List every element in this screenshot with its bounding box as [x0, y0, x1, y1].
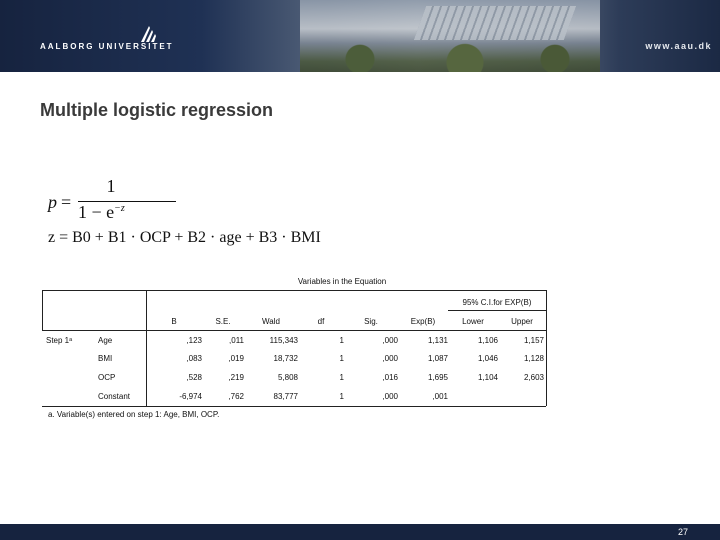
col-header-df: df: [317, 317, 325, 326]
cell-constant-sig: ,000: [382, 392, 398, 401]
cell-ocp-b: ,528: [186, 373, 202, 382]
page-number: 27: [677, 527, 688, 537]
right-border: [546, 290, 547, 406]
row-label-bmi: BMI: [98, 354, 113, 363]
cell-ocp-lower: 1,104: [477, 373, 498, 382]
cell-age-sig: ,000: [382, 336, 398, 345]
university-name: AALBORG UNIVERSITET: [40, 42, 174, 51]
row-label-age: Age: [98, 336, 113, 345]
cell-constant-wald: 83,777: [273, 392, 298, 401]
cell-ocp-se: ,219: [228, 373, 244, 382]
table-top-border: [42, 290, 546, 291]
header-banner: [0, 0, 720, 72]
ci-header: 95% C.I.for EXP(B): [462, 298, 532, 307]
ci-header-underline: [448, 310, 546, 311]
cell-age-lower: 1,106: [477, 336, 498, 345]
col-header-upper: Upper: [511, 317, 533, 326]
step-label: Step 1ᵃ: [46, 336, 73, 345]
col-header-wald: Wald: [262, 317, 280, 326]
cell-age-se: ,011: [229, 336, 244, 345]
campus-photo-roof: [414, 6, 576, 40]
stub-separator: [146, 290, 147, 406]
formula-equals: =: [61, 192, 72, 212]
formula-denominator-base: 1 − e: [78, 202, 115, 222]
cell-age-expb: 1,131: [427, 336, 448, 345]
footer-bar: [0, 524, 720, 540]
col-header-sig: Sig.: [364, 317, 378, 326]
row-label-ocp: OCP: [98, 373, 116, 382]
cell-constant-df: 1: [339, 392, 344, 401]
cell-ocp-wald: 5,808: [277, 373, 298, 382]
cell-bmi-df: 1: [339, 354, 344, 363]
cell-bmi-b: ,083: [186, 354, 202, 363]
table-bottom-border: [42, 406, 546, 407]
cell-ocp-sig: ,016: [382, 373, 398, 382]
col-header-se: S.E.: [215, 317, 231, 326]
cell-constant-expb: ,001: [432, 392, 448, 401]
formula-p: p: [48, 192, 57, 212]
header-bottom-border: [42, 330, 546, 331]
cell-age-df: 1: [339, 336, 344, 345]
col-header-b: B: [171, 317, 177, 326]
cell-bmi-expb: 1,087: [427, 354, 448, 363]
cell-ocp-upper: 2,603: [523, 373, 544, 382]
linear-predictor-formula: z = B0 + B1 · OCP + B2 · age + B3 · BMI: [48, 229, 321, 246]
cell-bmi-sig: ,000: [382, 354, 398, 363]
cell-bmi-lower: 1,046: [477, 354, 498, 363]
formula-denominator: [78, 202, 178, 223]
probability-formula: [48, 176, 168, 226]
cell-age-b: ,123: [186, 336, 202, 345]
campus-photo-trees: [300, 40, 600, 72]
cell-constant-se: ,762: [228, 392, 244, 401]
cell-age-upper: 1,157: [523, 336, 544, 345]
cell-bmi-upper: 1,128: [523, 354, 544, 363]
col-header-expb: Exp(B): [410, 317, 436, 326]
cell-bmi-wald: 18,732: [273, 354, 298, 363]
cell-ocp-expb: 1,695: [427, 373, 448, 382]
cell-constant-b: -6,974: [179, 392, 202, 401]
aau-logo-icon: [138, 24, 160, 44]
cell-bmi-se: ,019: [228, 354, 244, 363]
table-title: Variables in the Equation: [297, 277, 387, 286]
row-label-constant: Constant: [98, 392, 131, 401]
table-footnote: a. Variable(s) entered on step 1: Age, BMI, OCP.: [48, 410, 220, 419]
formula-numerator: 1: [106, 176, 116, 196]
website-link[interactable]: www.aau.dk: [645, 41, 712, 51]
formula-exponent: −z: [114, 203, 125, 214]
variables-in-equation-table: [42, 274, 642, 434]
col-header-lower: Lower: [462, 317, 484, 326]
left-border: [42, 290, 43, 330]
slide-title: Multiple logistic regression: [40, 100, 274, 120]
cell-age-wald: 115,343: [269, 336, 298, 345]
cell-ocp-df: 1: [339, 373, 344, 382]
